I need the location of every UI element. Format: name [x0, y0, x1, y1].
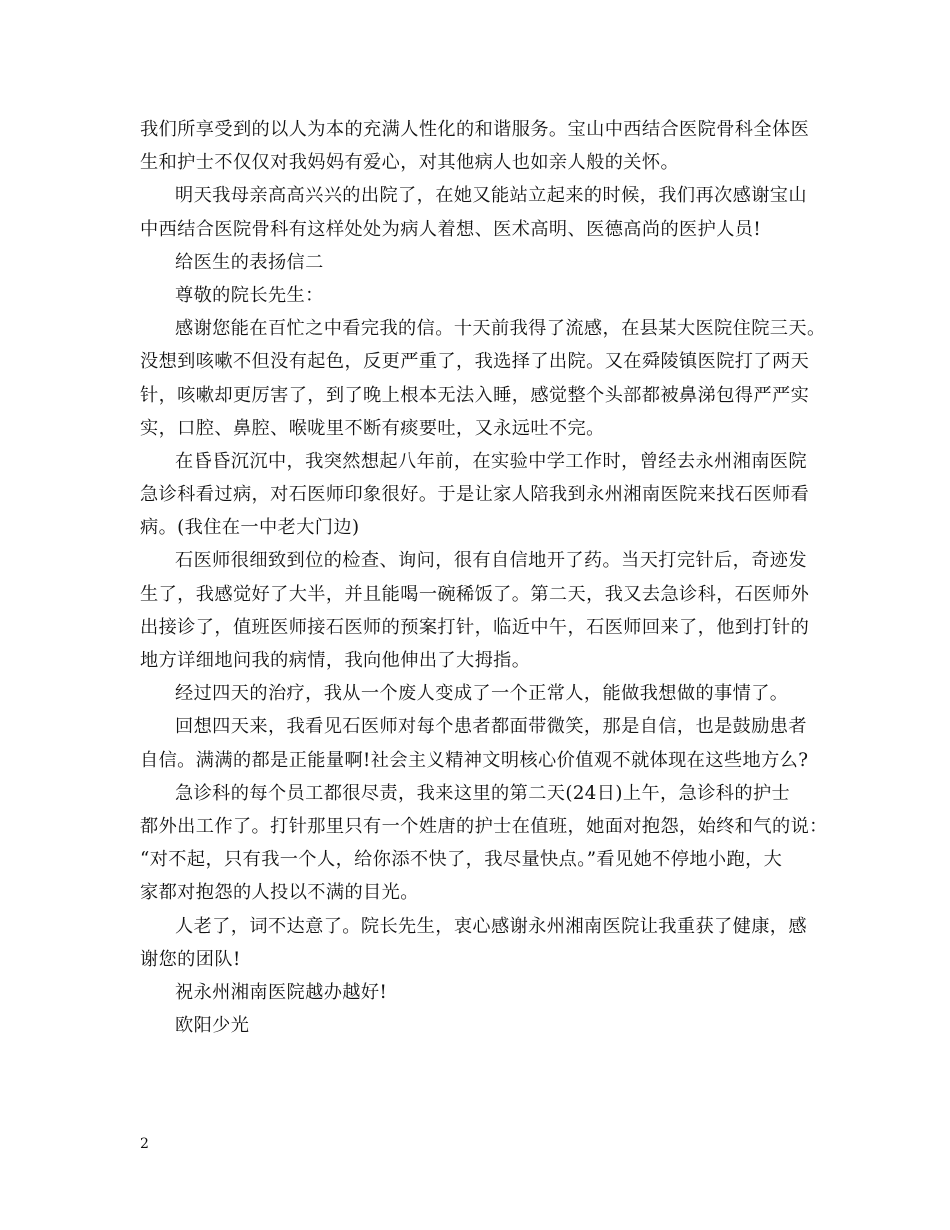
text-line: 出接诊了，值班医师接石医师的预案打针，临近中午，石医师回来了，他到打针的	[140, 616, 810, 638]
text-line: 在昏昏沉沉中，我突然想起八年前，在实验中学工作时，曾经去永州湘南医院	[175, 450, 807, 472]
text-line: 家都对抱怨的人投以不满的目光。	[140, 882, 419, 904]
text-line: 中西结合医院骨科有这样处处为病人着想、医术高明、医德高尚的医护人员!	[140, 218, 762, 240]
text-line: 地方详细地问我的病情，我向他伸出了大拇指。	[140, 650, 531, 671]
text-line: 生和护士不仅仅对我妈妈有爱心，对其他病人也如亲人般的关怀。	[140, 152, 680, 174]
section-heading: 给医生的表扬信二	[175, 251, 324, 273]
text-line: 没想到咳嗽不但没有起色，反更严重了，我选择了出院。又在舜陵镇医院打了两天	[140, 351, 810, 373]
text-line: 明天我母亲高高兴兴的出院了，在她又能站立起来的时候，我们再次感谢宝山	[175, 185, 807, 207]
text-line: 谢您的团队!	[140, 948, 241, 970]
salutation: 尊敬的院长先生：	[175, 284, 324, 306]
signature-name: 欧阳少光	[175, 1015, 250, 1037]
text-line: “对不起，只有我一个人，给你添不快了，我尽量快点。”看见她不停地小跑，大	[140, 849, 783, 871]
text-line: 急诊科看过病，对石医师印象很好。于是让家人陪我到永州湘南医院来找石医师看	[140, 484, 810, 506]
text-line: 石医师很细致到位的检查、询问，很有自信地开了药。当天打完针后，奇迹发	[175, 550, 807, 572]
text-line: 自信。满满的都是正能量啊!社会主义精神文明核心价值观不就体现在这些地方么?	[140, 749, 809, 771]
text-line: 实，口腔、鼻腔、喉咙里不断有痰要吐，又永远吐不完。	[140, 417, 605, 439]
text-line: 我们所享受到的以人为本的充满人性化的和谐服务。宝山中西结合医院骨科全体医	[140, 119, 810, 140]
page-number: 2	[140, 1136, 149, 1152]
text-line: 针，咳嗽却更厉害了，到了晚上根本无法入睡，感觉整个头部都被鼻涕包得严严实	[140, 384, 810, 406]
text-line: 感谢您能在百忙之中看完我的信。十天前我得了流感，在县某大医院住院三天。	[175, 318, 826, 340]
text-line: 病。(我住在一中老大门边)	[140, 517, 360, 539]
closing-line: 祝永州湘南医院越办越好!	[175, 981, 388, 1003]
text-line: 人老了，词不达意了。院长先生，衷心感谢永州湘南医院让我重获了健康，感	[175, 915, 807, 937]
document-body	[140, 113, 828, 1042]
text-line: 经过四天的治疗，我从一个废人变成了一个正常人，能做我想做的事情了。	[175, 683, 789, 705]
text-line: 生了，我感觉好了大半，并且能喝一碗稀饭了。第二天，我又去急诊科，石医师外	[140, 583, 810, 605]
text-line: 回想四天来，我看见石医师对每个患者都面带微笑，那是自信，也是鼓励患者	[175, 716, 807, 738]
text-line: 都外出工作了。打针那里只有一个姓唐的护士在值班，她面对抱怨，始终和气的说：	[140, 815, 828, 837]
text-line: 急诊科的每个员工都很尽责，我来这里的第二天(24日)上午，急诊科的护士	[175, 782, 791, 804]
